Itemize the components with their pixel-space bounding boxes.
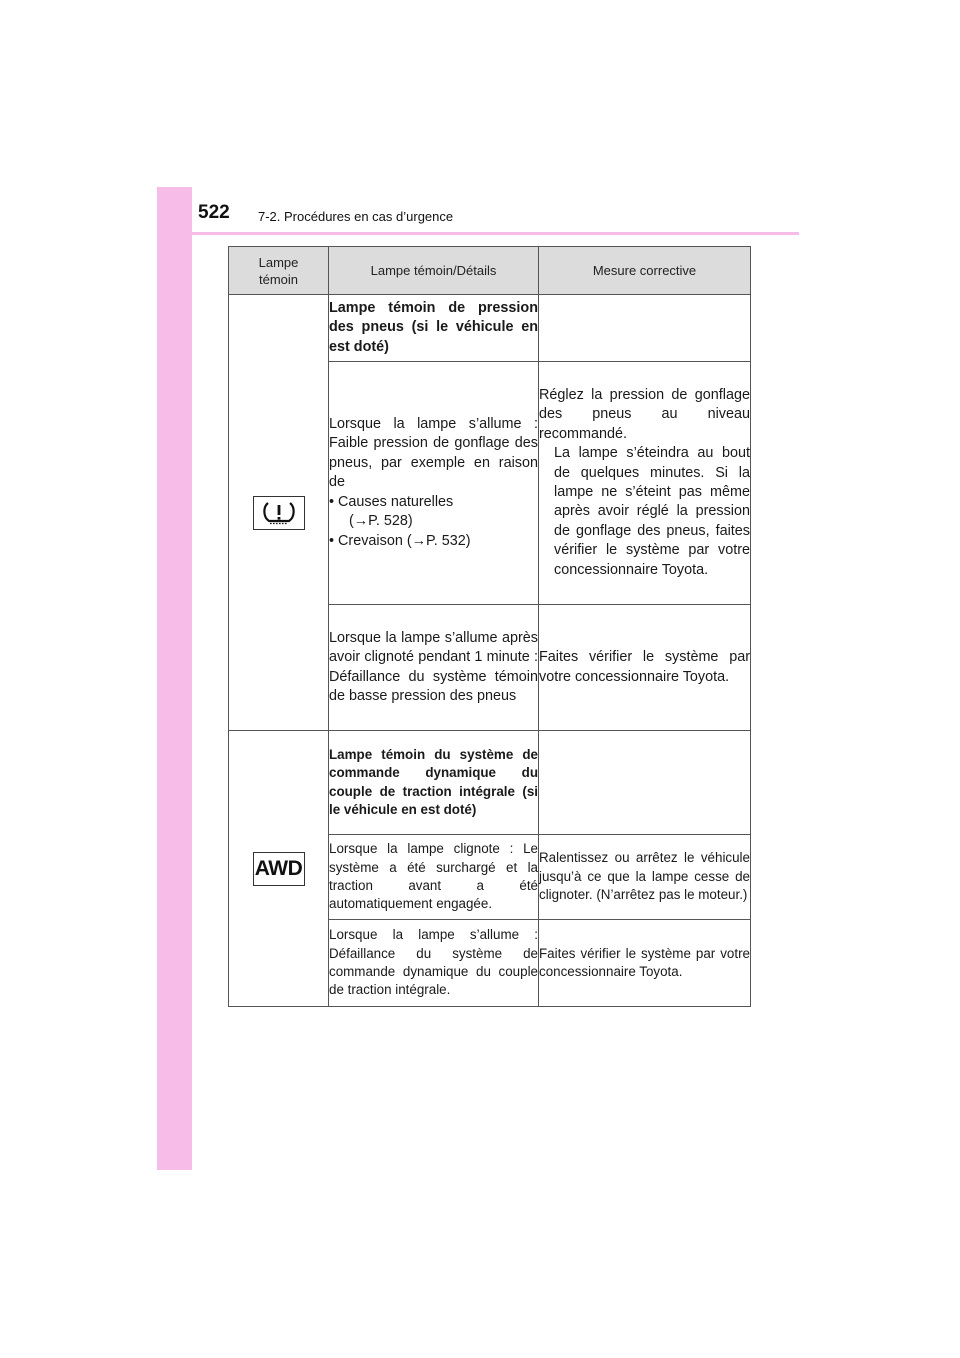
tpms-action-sub: La lampe s’éteindra au bout de quelques minutes. Si la lampe ne s’éteint pas même après avoir réglé la pression de gonflage des pneus, faites vérifier le système par votre concessionnaire Toyota. (554, 445, 750, 578)
awd-icon-label: AWD (254, 856, 303, 880)
tire-pressure-warning-icon (253, 496, 305, 530)
tpms-title-empty (539, 295, 751, 362)
tpms-action-blink: Faites vérifier le système par votre concessionnaire Toyota. (539, 605, 751, 731)
column-header-details: Lampe témoin/Détails (329, 247, 539, 295)
tpms-details-blink: Lorsque la lampe s’allume après avoir clignoté pendant 1 minute : Défaillance du système témoin de basse pression des pneus (329, 605, 539, 731)
awd-details-on: Lorsque la lampe s’allume : Défaillance du système de commande dynamique du couple de traction intégrale. (329, 920, 539, 1007)
warning-lamp-table (228, 246, 751, 1007)
tpms-bullet-natural-ref: (→P. 528) (349, 513, 413, 530)
tpms-details-intro: Lorsque la lampe s’allume : Faible pression de gonflage des pneus, par exemple en raison de (329, 416, 538, 491)
tpms-bullet-puncture: • Crevaison (→P. 532) (329, 532, 471, 549)
tpms-icon-cell (229, 295, 329, 731)
awd-action-blink: Ralentissez ou arrêtez le véhicule jusqu’à ce que la lampe cesse de clignoter. (N’arrêtez pas le moteur.) (539, 835, 751, 920)
awd-details-blink: Lorsque la lampe clignote : Le système a été surchargé et la traction avant a été automatiquement engagée. (329, 835, 539, 920)
side-tab-band (157, 187, 192, 1170)
awd-icon-cell (229, 731, 329, 1007)
header-rule (192, 232, 799, 235)
section-title: 7-2. Procédures en cas d’urgence (258, 209, 454, 224)
awd-title-empty (539, 731, 751, 835)
table-row (229, 731, 751, 835)
tpms-bullet-natural: • Causes naturelles (329, 493, 454, 510)
table-row (229, 295, 751, 362)
awd-indicator-icon (253, 852, 305, 886)
tpms-action-on (539, 362, 751, 605)
page-number: 522 (198, 202, 230, 223)
awd-title: Lampe témoin du système de commande dynamique du couple de traction intégrale (si le véhicule en est doté) (329, 731, 539, 835)
tpms-title: Lampe témoin de pression des pneus (si le véhicule en est doté) (329, 295, 539, 362)
tpms-details-on (329, 362, 539, 605)
table-header-row (229, 247, 751, 295)
column-header-lamp: Lampe témoin (229, 247, 329, 295)
tpms-action-main: Réglez la pression de gonflage des pneus au niveau recommandé. (539, 386, 750, 442)
awd-action-on: Faites vérifier le système par votre concessionnaire Toyota. (539, 920, 751, 1007)
column-header-action: Mesure corrective (539, 247, 751, 295)
